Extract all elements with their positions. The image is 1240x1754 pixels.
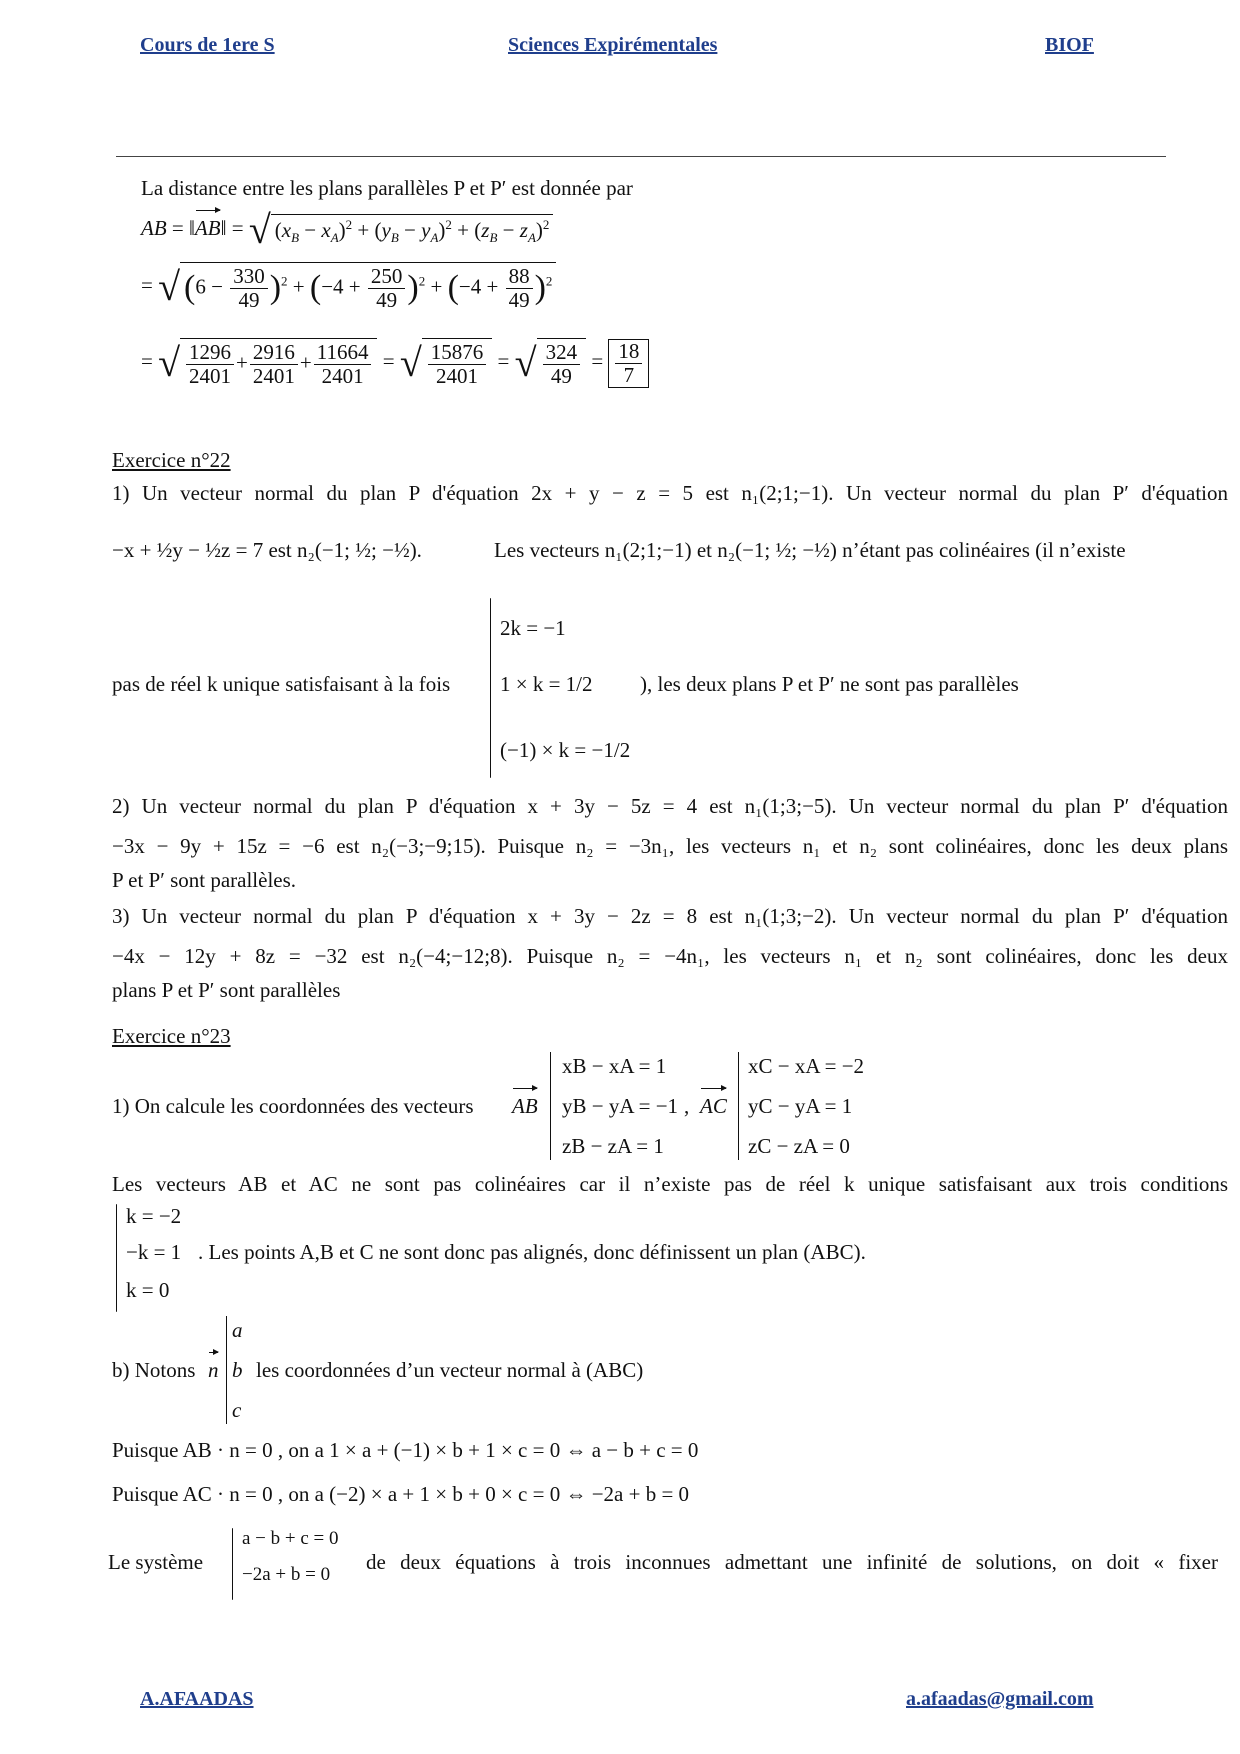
ex23-conditions-brace xyxy=(116,1204,117,1312)
ex22-part1-line3b: ), les deux plans P et P′ ne sont pas parallèles xyxy=(640,672,1019,696)
comma: , xyxy=(684,1094,690,1118)
ex23-puisque-2: Puisque AC · n = 0 , on a (−2) × a + 1 × b + 0 × c = 0 ⇔ −2a + b = 0 xyxy=(112,1482,690,1506)
exercise-23-title: Exercice n°23 xyxy=(112,1024,231,1048)
ex23-last-a: Le système xyxy=(108,1550,204,1574)
ex23-puisque-1: Puisque AB · n = 0 , on a 1 × a + (−1) × b + 1 × c = 0 ⇔ a − b + c = 0 xyxy=(112,1438,699,1462)
ab-coord-x: xB − xA = 1 xyxy=(562,1054,667,1078)
condition-2: −k = 1 xyxy=(126,1240,182,1264)
ex23-b-text-a: b) Notons xyxy=(112,1358,196,1382)
ex22-part3-line3: plans P et P′ sont parallèles xyxy=(112,978,341,1002)
vector-ab-label: AB xyxy=(512,1094,538,1118)
ex23-last-brace xyxy=(232,1528,233,1600)
ac-coord-z: zC − zA = 0 xyxy=(748,1134,850,1158)
ex22-part1-line2a: −x + ½y − ½z = 7 est n₂(−1; ½; −½). xyxy=(112,538,422,562)
normal-a: a xyxy=(232,1318,243,1342)
ex23-collinear-line1: Les vecteurs AB et AC ne sont pas colinéaires car il n’existe pas de réel k unique satisfaisant aux trois conditions xyxy=(112,1172,1228,1196)
exercise-22-title: Exercice n°22 xyxy=(112,448,231,472)
ex22-system-eq2: 1 × k = 1/2 xyxy=(500,672,593,696)
ex22-part1-line1: 1) Un vecteur normal du plan P d'équation 2x + y − z = 5 est n₁(2;1;−1). Un vecteur normal du plan P′ d'équation xyxy=(112,481,1228,505)
ex23-last-b: de deux équations à trois inconnues admettant une infinité de solutions, on doit « fixer xyxy=(366,1550,1218,1574)
ex22-part2-line3: P et P′ sont parallèles. xyxy=(112,868,297,892)
header-rule xyxy=(116,156,1166,157)
footer-email[interactable]: a.afaadas@gmail.com xyxy=(906,1688,1094,1710)
distance-substitution: = √ (6 − $\frac{330}{49}$ )$^2$ + (−4 + $\frac{250}{49}$ )$^2$ + (−4 + $\frac{88}{49}$ )$^2$ xyxy=(141,262,556,312)
last-sys-eq1: a − b + c = 0 xyxy=(242,1528,339,1549)
normal-vector-bar xyxy=(226,1316,227,1424)
ab-coord-z: zB − zA = 1 xyxy=(562,1134,664,1158)
footer-author: A.AFAADAS xyxy=(140,1688,254,1710)
ac-coord-y: yC − yA = 1 xyxy=(748,1094,853,1118)
ex22-part1-line2b: Les vecteurs n₁(2;1;−1) et n₂(−1; ½; −½) n’étant pas colinéaires (il n’existe xyxy=(494,538,1126,562)
ex22-system-eq3: (−1) × k = −1/2 xyxy=(500,738,631,762)
ab-coord-y: yB − yA = −1 xyxy=(562,1094,679,1118)
ex23-b-text-b: les coordonnées d’un vecteur normal à (ABC) xyxy=(256,1358,644,1382)
distance-intro: La distance entre les plans parallèles P et P′ est donnée par xyxy=(141,176,633,200)
ex22-part2-line2: −3x − 9y + 15z = −6 est n₂(−3;−9;15). Puisque n₂ = −3n₁, les vecteurs n₁ et n₂ sont colinéaires, donc les deux plans xyxy=(112,834,1228,858)
distance-formula: AB = ‖AB‖ = √ $(x_B - x_A)^2 + (y_B - y_A)^2 + (z_B - z_A)^2$ xyxy=(141,210,553,250)
condition-3: k = 0 xyxy=(126,1278,170,1302)
ex22-part1-line3a: pas de réel k unique satisfaisant à la fois xyxy=(112,672,451,696)
ex22-system-brace xyxy=(490,598,491,778)
ex22-part3-line1: 3) Un vecteur normal du plan P d'équation x + 3y − 2z = 8 est n₁(1;3;−2). Un vecteur normal du plan P′ d'équation xyxy=(112,904,1228,928)
vector-ab-bar xyxy=(550,1052,551,1160)
ex23-q1-text: 1) On calcule les coordonnées des vecteurs xyxy=(112,1094,474,1118)
ex22-part3-line2: −4x − 12y + 8z = −32 est n₂(−4;−12;8). Puisque n₂ = −4n₁, les vecteurs n₁ et n₂ sont colinéaires, donc les deux xyxy=(112,944,1228,968)
normal-b: b xyxy=(232,1358,243,1382)
normal-c: c xyxy=(232,1398,242,1422)
condition-1: k = −2 xyxy=(126,1204,182,1228)
header-track: BIOF xyxy=(1045,34,1094,56)
normal-vector-label: n xyxy=(208,1358,219,1382)
header-course: Cours de 1ere S xyxy=(140,34,275,56)
ex22-part2-line1: 2) Un vecteur normal du plan P d'équation x + 3y − 5z = 4 est n₁(1;3;−5). Un vecteur normal du plan P′ d'équation xyxy=(112,794,1228,818)
header-section: Sciences Expirémentales xyxy=(508,34,718,56)
ex22-system-eq1: 2k = −1 xyxy=(500,616,566,640)
ac-coord-x: xC − xA = −2 xyxy=(748,1054,865,1078)
distance-result: = √ $\frac{1296}{2401}$ + $\frac{2916}{2401}$ + $\frac{11664}{2401}$ = √ $\frac{15876}{2401}$ = √ $\frac{324}{49}$ = $\frac{18}{7}$ xyxy=(141,338,649,388)
vector-ac-label: AC xyxy=(700,1094,727,1118)
last-sys-eq2: −2a + b = 0 xyxy=(242,1564,331,1585)
vector-ac-bar xyxy=(738,1052,739,1160)
ex23-collinear-line2: . Les points A,B et C ne sont donc pas alignés, donc définissent un plan (ABC). xyxy=(198,1240,866,1264)
